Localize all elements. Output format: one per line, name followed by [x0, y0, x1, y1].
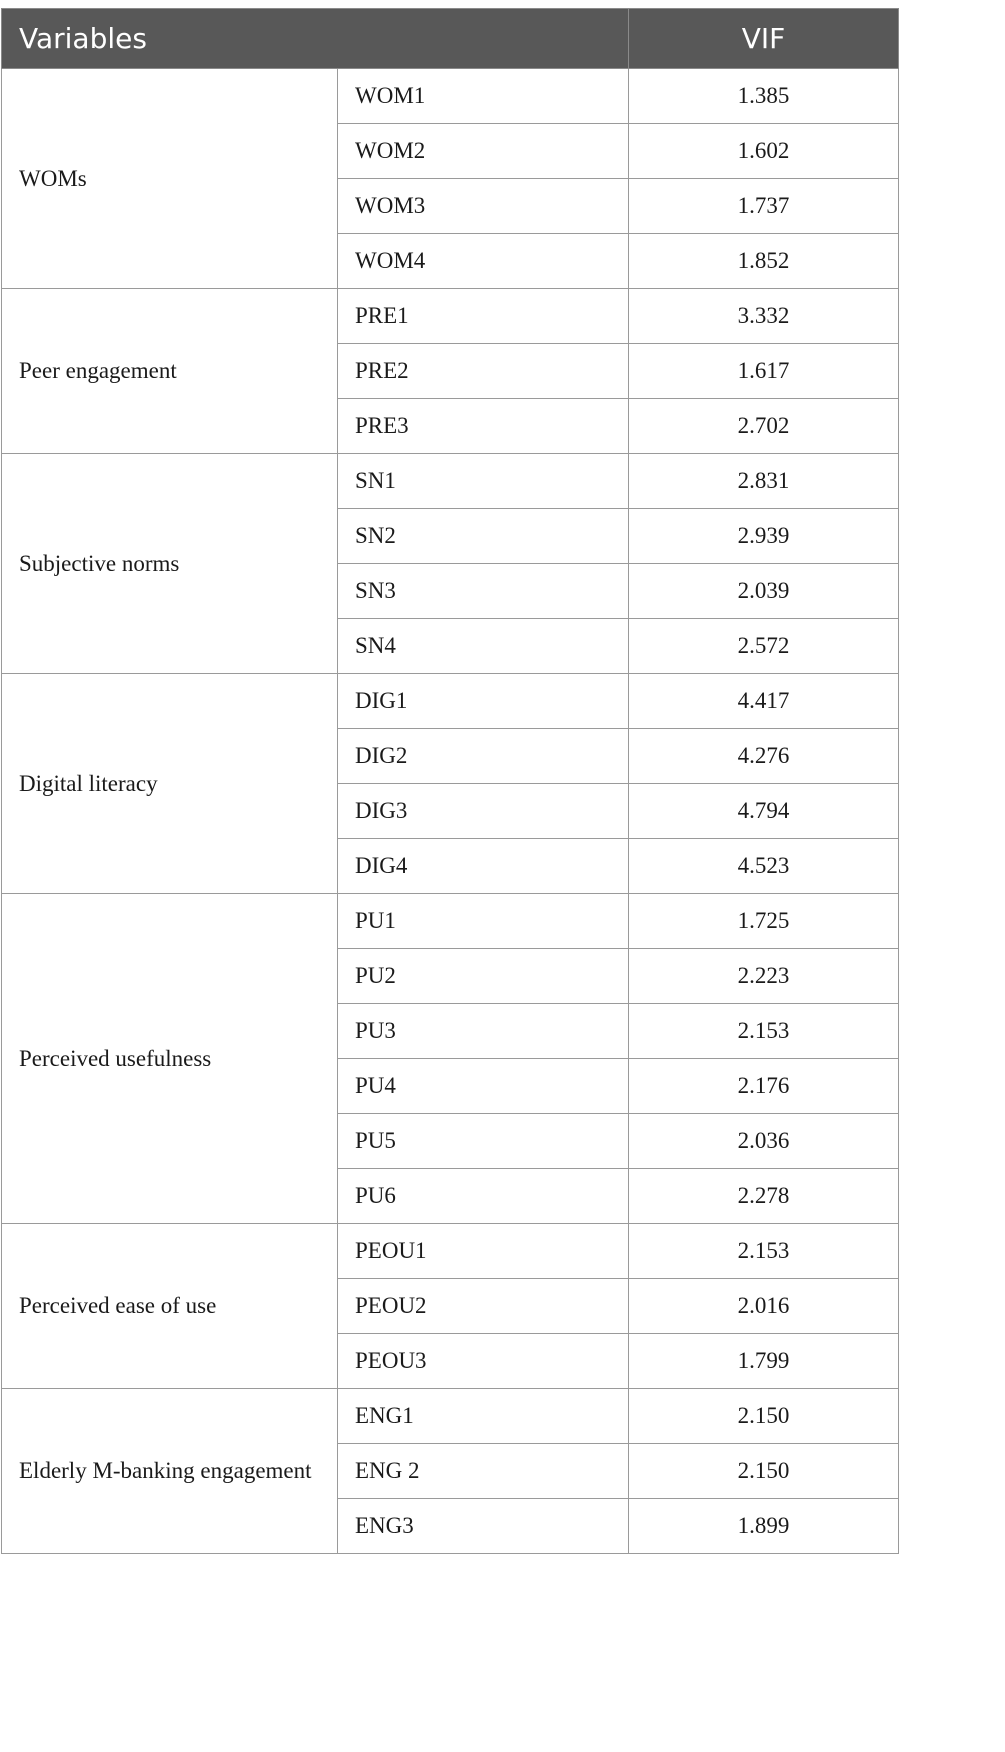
vif-value-cell: 2.039 — [629, 564, 899, 619]
vif-value-cell: 2.016 — [629, 1279, 899, 1334]
indicator-cell: DIG3 — [338, 784, 629, 839]
vif-value-cell: 2.702 — [629, 399, 899, 454]
variable-group-name: WOMs — [2, 69, 338, 289]
table-row — [2, 1224, 899, 1279]
indicator-cell: WOM3 — [338, 179, 629, 234]
vif-value-cell: 4.276 — [629, 729, 899, 784]
indicator-cell: PEOU1 — [338, 1224, 629, 1279]
vif-value-cell: 2.939 — [629, 509, 899, 564]
vif-value-cell: 1.737 — [629, 179, 899, 234]
indicator-cell: SN2 — [338, 509, 629, 564]
table-row — [2, 454, 899, 509]
variable-group-name: Subjective norms — [2, 454, 338, 674]
variable-group-name: Digital literacy — [2, 674, 338, 894]
indicator-cell: ENG3 — [338, 1499, 629, 1554]
table-row — [2, 69, 899, 124]
indicator-cell: PU3 — [338, 1004, 629, 1059]
table-row — [2, 894, 899, 949]
vif-value-cell: 1.617 — [629, 344, 899, 399]
header-row — [2, 9, 899, 69]
vif-value-cell: 2.153 — [629, 1004, 899, 1059]
indicator-cell: PEOU3 — [338, 1334, 629, 1389]
vif-value-cell: 2.150 — [629, 1389, 899, 1444]
vif-table — [1, 8, 899, 1554]
vif-value-cell: 4.523 — [629, 839, 899, 894]
indicator-cell: PRE1 — [338, 289, 629, 344]
indicator-cell: SN1 — [338, 454, 629, 509]
indicator-cell: SN3 — [338, 564, 629, 619]
vif-value-cell: 4.794 — [629, 784, 899, 839]
indicator-cell: PEOU2 — [338, 1279, 629, 1334]
header-variables: Variables — [2, 9, 629, 69]
indicator-cell: ENG 2 — [338, 1444, 629, 1499]
indicator-cell: PU5 — [338, 1114, 629, 1169]
table-row — [2, 1389, 899, 1444]
table-body — [2, 69, 899, 1554]
variable-group-name: Perceived ease of use — [2, 1224, 338, 1389]
indicator-cell: WOM2 — [338, 124, 629, 179]
indicator-cell: WOM4 — [338, 234, 629, 289]
vif-value-cell: 2.278 — [629, 1169, 899, 1224]
vif-value-cell: 3.332 — [629, 289, 899, 344]
vif-value-cell: 1.799 — [629, 1334, 899, 1389]
variable-group-name: Perceived usefulness — [2, 894, 338, 1224]
header-vif: VIF — [629, 9, 899, 69]
indicator-cell: DIG4 — [338, 839, 629, 894]
table-row — [2, 289, 899, 344]
vif-value-cell: 1.852 — [629, 234, 899, 289]
indicator-cell: ENG1 — [338, 1389, 629, 1444]
indicator-cell: PU4 — [338, 1059, 629, 1114]
vif-value-cell: 2.223 — [629, 949, 899, 1004]
vif-value-cell: 4.417 — [629, 674, 899, 729]
vif-value-cell: 2.831 — [629, 454, 899, 509]
indicator-cell: PU2 — [338, 949, 629, 1004]
vif-value-cell: 2.153 — [629, 1224, 899, 1279]
table-header — [2, 9, 899, 69]
indicator-cell: PU1 — [338, 894, 629, 949]
vif-value-cell: 2.150 — [629, 1444, 899, 1499]
vif-value-cell: 1.602 — [629, 124, 899, 179]
vif-value-cell: 2.036 — [629, 1114, 899, 1169]
vif-value-cell: 1.899 — [629, 1499, 899, 1554]
indicator-cell: PRE3 — [338, 399, 629, 454]
indicator-cell: PRE2 — [338, 344, 629, 399]
vif-value-cell: 2.176 — [629, 1059, 899, 1114]
table-row — [2, 674, 899, 729]
indicator-cell: PU6 — [338, 1169, 629, 1224]
indicator-cell: WOM1 — [338, 69, 629, 124]
indicator-cell: SN4 — [338, 619, 629, 674]
indicator-cell: DIG2 — [338, 729, 629, 784]
indicator-cell: DIG1 — [338, 674, 629, 729]
vif-value-cell: 1.385 — [629, 69, 899, 124]
variable-group-name: Peer engagement — [2, 289, 338, 454]
variable-group-name: Elderly M-banking engagement — [2, 1389, 338, 1554]
vif-value-cell: 1.725 — [629, 894, 899, 949]
vif-value-cell: 2.572 — [629, 619, 899, 674]
